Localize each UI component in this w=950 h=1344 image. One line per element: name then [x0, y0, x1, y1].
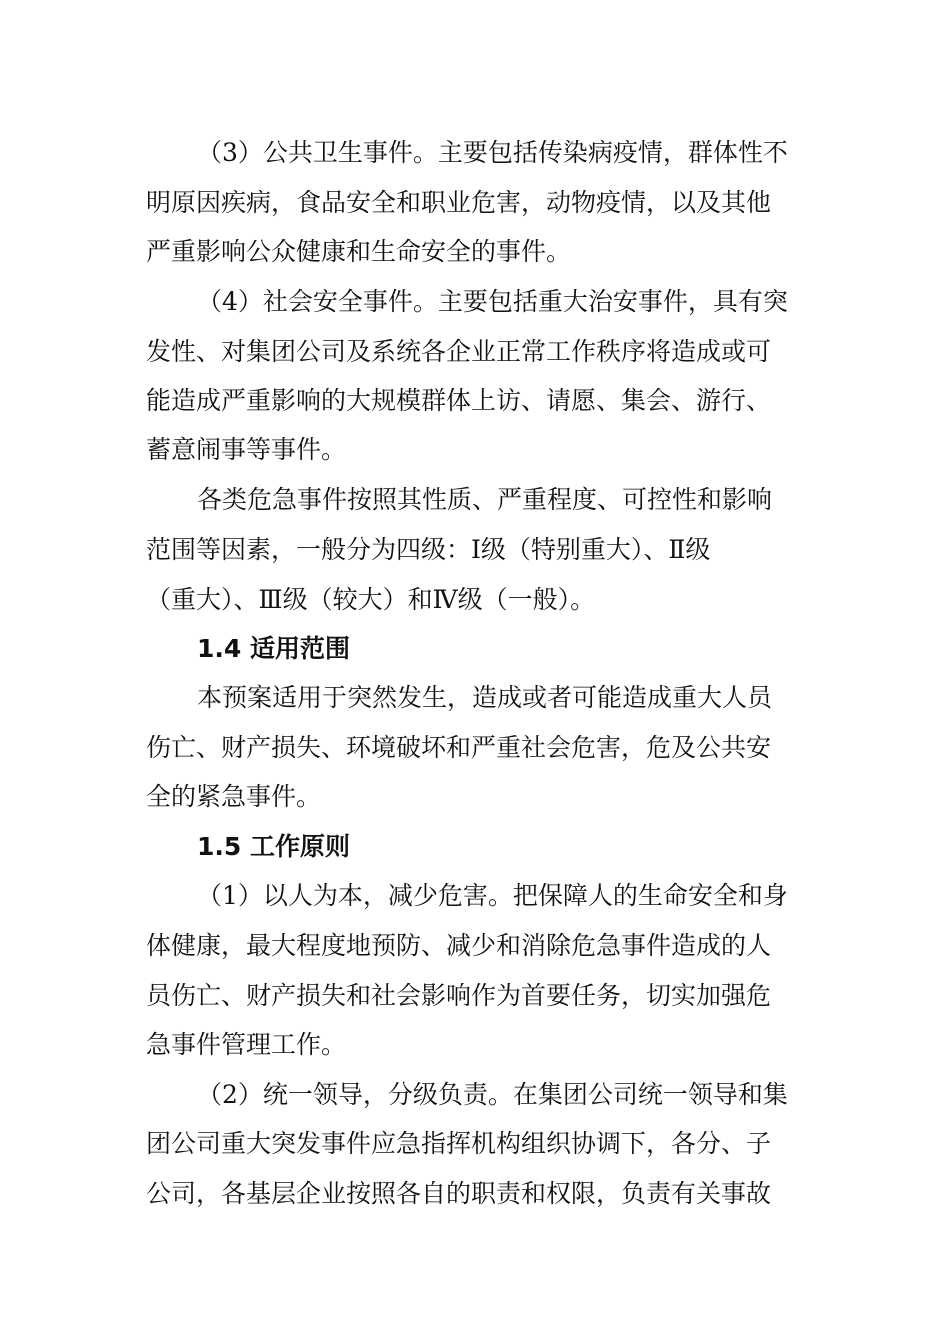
text-line: 范围等因素，一般分为四级：Ⅰ级（特别重大）、Ⅱ级	[146, 535, 711, 564]
text-line: 团公司重大突发事件应急指挥机构组织协调下，各分、子	[146, 1129, 772, 1158]
text-line: 发性、对集团公司及系统各企业正常工作秩序将造成或可	[146, 337, 772, 366]
text-line: 全的紧急事件。	[146, 782, 322, 811]
text-line: 各类危急事件按照其性质、严重程度、可控性和影响	[197, 485, 773, 514]
text-line: （4）社会安全事件。主要包括重大治安事件，具有突	[197, 287, 788, 316]
text-line: 蓄意闹事等事件。	[146, 435, 347, 464]
text-line: 公司，各基层企业按照各自的职责和权限，负责有关事故	[146, 1179, 772, 1208]
text-line: 伤亡、财产损失、环境破坏和严重社会危害，危及公共安	[146, 733, 772, 762]
text-line: 明原因疾病，食品安全和职业危害，动物疫情，以及其他	[146, 188, 772, 217]
text-line: 严重影响公众健康和生命安全的事件。	[146, 237, 572, 266]
text-line: （重大）、Ⅲ级（较大）和Ⅳ级（一般）。	[146, 585, 596, 614]
text-line: 员伤亡、财产损失和社会影响作为首要任务，切实加强危	[146, 981, 772, 1010]
section-heading: 1.4 适用范围	[197, 634, 350, 663]
text-line: 能造成严重影响的大规模群体上访、请愿、集会、游行、	[146, 386, 772, 415]
text-line: （1）以人为本，减少危害。把保障人的生命安全和身	[197, 881, 788, 910]
text-line: 本预案适用于突然发生，造成或者可能造成重大人员	[197, 683, 773, 712]
text-line: （2）统一领导，分级负责。在集团公司统一领导和集	[197, 1080, 788, 1109]
text-line: 急事件管理工作。	[146, 1030, 347, 1059]
text-line: （3）公共卫生事件。主要包括传染病疫情，群体性不	[197, 138, 788, 167]
section-heading: 1.5 工作原则	[197, 832, 350, 861]
text-line: 体健康，最大程度地预防、减少和消除危急事件造成的人	[146, 931, 772, 960]
